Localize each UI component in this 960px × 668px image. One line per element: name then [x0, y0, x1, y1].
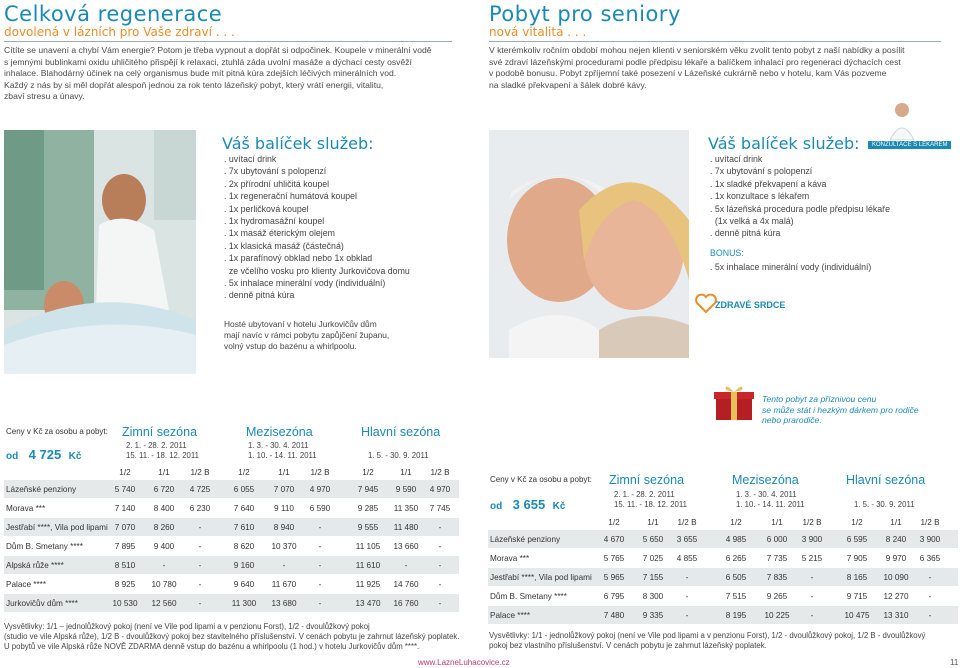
table-cell: 13 660: [393, 542, 419, 551]
table-cell: 7 070: [273, 485, 295, 494]
table-cell: 8 240: [885, 535, 907, 544]
occupancy-header: 1/2: [608, 518, 620, 527]
right-intro: V kterémkoliv ročním období mohou nejen klienti v seniorském věku zvolit tento pobyt z naší nabídky a posílit své zdraví lázeňskými procedurami podle předpisu lékaře a balíčkem inhalací pro regeneraci dýchacích cest v podobě bonusu. Pobyt zpříjemní také posezení v Lázeňské cukrárně nebo v hotelu, kam Vás pozveme na sladké překvapení a šálek dobré kávy.: [489, 45, 905, 90]
table-cell: -: [318, 542, 322, 551]
table-cell: 11 610: [355, 561, 381, 570]
season-winter-dates: 2. 1. - 28. 2. 2011 15. 11. - 18. 12. 2011: [614, 490, 687, 509]
package-item: ze včelího vosku pro klienty Jurkovičova domu: [224, 265, 410, 276]
left-footnote: Vysvětlivky: 1/1 – jednolůžkový pokoj (není ve Vile pod lipami a v penzionu Forst), 1/2 - dvoulůžkový pokoj (studio ve vile Alpská růže), 1/2 B - dvoulůžkový pokoj bez stavitelného příslušenství. V cenách pobytu je zahrnut lázeňský poplatek. U pobytů ve vile Alpská růže NOVĚ ZDARMA denně vstup do bazénu a whirlpoolu (1 hod.) v hotelu Jurkovičův dům ****.: [4, 622, 460, 651]
table-cell: 11 300: [231, 599, 257, 608]
occupancy-header: 1/2: [362, 468, 374, 477]
package-item: . 1x klasická masáž (částečná): [224, 240, 344, 251]
table-cell: -: [198, 542, 202, 551]
right-subtitle: nová vitalita . . .: [489, 25, 587, 39]
table-row-name: Palace ****: [490, 611, 531, 620]
heart-icon: [695, 292, 717, 314]
occupancy-header: 1/2: [851, 518, 863, 527]
season-high: Hlavní sezóna: [361, 425, 441, 439]
right-footnote: Vysvětlivky: 1/1 - jednolůžkový pokoj (není ve Vile pod lipami a v penzionu Forst), 1/2 - dvoulůžkový pokoj, 1/2 B - dvoulůžkový pokoj bez vlastního příslušenství. V cenách pobytu je zahrnut lázeňský poplatek.: [489, 631, 926, 650]
table-cell: 12 560: [151, 599, 177, 608]
table-cell: 11 350: [393, 504, 419, 513]
table-cell: 3 655: [676, 535, 698, 544]
table-cell: 8 300: [642, 592, 664, 601]
table-cell: 9 555: [357, 523, 379, 532]
table-row-name: Dům B. Smetany ****: [6, 542, 83, 551]
table-cell: 7 745: [429, 504, 451, 513]
table-cell: -: [318, 599, 322, 608]
table-cell: 6 000: [766, 535, 788, 544]
table-row-name: Jestřabí ****, Vila pod lipami: [490, 573, 592, 582]
package-item: . 1x parafínový obklad nebo 1x obklad: [224, 253, 373, 264]
table-row-name: Jestřabí ****, Vila pod lipami: [6, 523, 108, 532]
right-title: Pobyt pro seniory: [489, 2, 681, 26]
left-package-title: Váš balíček služeb:: [222, 134, 374, 153]
table-cell: 9 640: [233, 580, 255, 589]
consultation-badge: KONZULTACE S LÉKAŘEM: [868, 141, 951, 149]
table-cell: 6 230: [189, 504, 211, 513]
package-item: . 1x masáž éterickým olejem: [224, 228, 335, 239]
bonus-item: . 5x inhalace minerální vody (individuální): [710, 262, 872, 272]
table-cell: 11 925: [355, 580, 381, 589]
gift-icon: [712, 382, 756, 422]
package-item: . uvítací drink: [224, 154, 277, 164]
occupancy-header: 1/2 B: [190, 468, 210, 477]
table-row-name: Palace ****: [6, 580, 47, 589]
table-cell: 6 365: [919, 554, 941, 563]
season-high: Hlavní sezóna: [846, 473, 926, 487]
table-cell: 7 835: [766, 573, 788, 582]
table-cell: -: [685, 611, 689, 620]
left-divider: [4, 41, 452, 42]
table-cell: 10 530: [112, 599, 138, 608]
occupancy-header: 1/1: [647, 518, 659, 527]
table-cell: -: [685, 592, 689, 601]
table-cell: -: [318, 523, 322, 532]
table-cell: 6 590: [309, 504, 331, 513]
left-price-table: [4, 420, 459, 620]
table-cell: 9 715: [846, 592, 868, 601]
from-price: od 3 655 Kč: [490, 497, 566, 512]
gift-note: Tento pobyt za příznivou cenu se může stát i hezkým dárkem pro rodiče nebo prarodiče.: [762, 394, 919, 425]
table-cell: -: [810, 592, 814, 601]
table-cell: -: [438, 561, 442, 570]
table-row-name: Lázeňské penziony: [490, 535, 561, 544]
table-cell: 10 225: [764, 611, 790, 620]
table-cell: 3 900: [801, 535, 823, 544]
season-high-dates: 1. 5. - 30. 9. 2011: [854, 500, 915, 509]
table-cell: 3 900: [919, 535, 941, 544]
season-mid-dates: 1. 3. - 30. 4. 2011 1. 10. - 14. 11. 2011: [248, 441, 317, 460]
occupancy-header: 1/1: [771, 518, 783, 527]
left-price-grid: [4, 468, 459, 618]
package-item: . 1x hydromasážní koupel: [224, 216, 325, 227]
right-price-grid: [488, 518, 958, 630]
table-cell: 13 310: [883, 611, 909, 620]
table-cell: 9 110: [274, 504, 294, 513]
table-cell: 9 970: [885, 554, 907, 563]
table-cell: 6 795: [603, 592, 625, 601]
price-label: Ceny v Kč za osobu a pobyt:: [6, 427, 108, 436]
table-row-name: Jurkovičův dům ****: [6, 599, 78, 608]
occupancy-header: 1/1: [890, 518, 902, 527]
table-cell: 5 215: [801, 554, 823, 563]
table-cell: 8 260: [153, 523, 175, 532]
table-cell: -: [810, 573, 814, 582]
season-mid: Mezisezóna: [246, 425, 313, 439]
table-cell: 5 650: [642, 535, 664, 544]
table-cell: -: [318, 561, 322, 570]
bonus-list: [710, 261, 871, 273]
table-cell: -: [928, 611, 932, 620]
table-cell: 9 335: [642, 611, 664, 620]
season-mid: Mezisezóna: [732, 473, 799, 487]
table-cell: 8 925: [114, 580, 136, 589]
package-item: . 5x inhalace minerální vody (individuální): [224, 278, 386, 289]
package-item: . 1x sladké překvapení a káva: [710, 178, 827, 189]
price-label: Ceny v Kč za osobu a pobyt:: [490, 475, 592, 484]
table-row-name: Morava ***: [490, 554, 530, 563]
table-cell: -: [438, 523, 442, 532]
package-item: (1x velká a 4x malá): [710, 216, 794, 227]
table-cell: 7 480: [603, 611, 625, 620]
table-cell: 7 610: [233, 523, 255, 532]
table-cell: -: [282, 561, 286, 570]
table-cell: 10 090: [883, 573, 909, 582]
table-cell: -: [810, 611, 814, 620]
table-row-name: Alpská růže ****: [6, 561, 64, 570]
table-cell: 8 400: [153, 504, 175, 513]
table-cell: 7 735: [766, 554, 788, 563]
table-cell: 9 590: [395, 485, 417, 494]
table-cell: 4 670: [603, 535, 625, 544]
table-cell: 9 285: [357, 504, 379, 513]
occupancy-header: 1/2 B: [430, 468, 450, 477]
table-cell: -: [318, 580, 322, 589]
table-cell: 6 595: [846, 535, 868, 544]
table-cell: 11 105: [355, 542, 381, 551]
table-cell: 7 905: [846, 554, 868, 563]
occupancy-header: 1/2 B: [310, 468, 330, 477]
package-item: . 2x přírodní uhličitá koupel: [224, 178, 330, 189]
right-package-title: Váš balíček služeb:: [708, 134, 860, 153]
table-cell: 8 195: [725, 611, 747, 620]
table-cell: 10 475: [844, 611, 870, 620]
table-cell: 7 155: [642, 573, 664, 582]
table-cell: 6 505: [725, 573, 747, 582]
table-cell: 12 270: [883, 592, 909, 601]
table-cell: 5 765: [603, 554, 625, 563]
package-item: . 1x regenerační humátová koupel: [224, 191, 358, 202]
table-cell: 4 970: [309, 485, 331, 494]
table-cell: 9 400: [153, 542, 175, 551]
package-item: . 1x perličková koupel: [224, 203, 309, 214]
table-cell: -: [162, 561, 166, 570]
senior-couple-photo: [489, 130, 689, 358]
occupancy-header: 1/2 B: [677, 518, 697, 527]
table-cell: -: [404, 561, 408, 570]
left-subtitle: dovolená v lázních pro Vaše zdraví . . .: [4, 25, 235, 39]
left-title: Celková regenerace: [4, 2, 223, 26]
season-mid-dates: 1. 3. - 30. 4. 2011 1. 10. - 14. 11. 2011: [736, 490, 805, 509]
season-high-dates: 1. 5. - 30. 9. 2011: [368, 451, 429, 460]
occupancy-header: 1/2: [730, 518, 742, 527]
table-row-name: Lázeňské penziony: [6, 485, 77, 494]
table-cell: 10 370: [271, 542, 297, 551]
table-cell: 13 680: [271, 599, 297, 608]
occupancy-header: 1/2: [119, 468, 131, 477]
table-cell: -: [198, 523, 202, 532]
right-price-table: [488, 466, 958, 632]
table-cell: 4 725: [189, 485, 211, 494]
table-cell: 7 025: [642, 554, 664, 563]
table-cell: 4 855: [676, 554, 698, 563]
page-number: 11: [950, 658, 959, 667]
bonus-title: BONUS:: [710, 248, 744, 258]
table-cell: 7 895: [114, 542, 136, 551]
package-item: . 5x lázeňská procedura podle předpisu lékaře: [710, 203, 890, 214]
table-cell: -: [198, 580, 202, 589]
website-link[interactable]: www.LazneLuhacovice.cz: [418, 658, 510, 667]
table-cell: 7 515: [725, 592, 747, 601]
occupancy-header: 1/2 B: [920, 518, 940, 527]
package-item: . denně pitná kúra: [224, 290, 295, 301]
table-cell: 7 070: [114, 523, 136, 532]
table-cell: 8 940: [273, 523, 295, 532]
table-cell: 7 640: [233, 504, 255, 513]
package-item: . uvítací drink: [710, 154, 763, 164]
table-cell: 5 965: [603, 573, 625, 582]
table-cell: 5 740: [114, 485, 136, 494]
package-item: . 7x ubytování s polopenzí: [710, 166, 813, 177]
package-item: . denně pitná kúra: [710, 228, 781, 239]
right-package-list: [710, 153, 890, 240]
table-cell: 4 970: [429, 485, 451, 494]
occupancy-header: 1/1: [278, 468, 290, 477]
table-row-name: Morava ***: [6, 504, 46, 513]
occupancy-header: 1/1: [400, 468, 412, 477]
table-cell: 7 140: [114, 504, 136, 513]
table-cell: -: [438, 580, 442, 589]
doctor-icon: [860, 100, 920, 140]
table-cell: -: [438, 599, 442, 608]
right-divider: [489, 41, 941, 42]
from-price: od 4 725 Kč: [6, 447, 82, 462]
season-winter: Zimní sezóna: [122, 425, 198, 439]
table-cell: 13 470: [355, 599, 381, 608]
occupancy-header: 1/1: [158, 468, 170, 477]
table-cell: 6 055: [233, 485, 255, 494]
table-cell: 8 620: [233, 542, 255, 551]
table-cell: -: [928, 573, 932, 582]
healthy-heart-logo: ZDRAVÉ SRDCE: [695, 290, 795, 320]
table-cell: 9 160: [233, 561, 255, 570]
season-winter: Zimní sezóna: [609, 473, 685, 487]
table-cell: 6 265: [725, 554, 747, 563]
table-cell: -: [438, 542, 442, 551]
left-intro: Cítíte se unavení a chybí Vám energie? Potom je třeba vypnout a dopřát si odpočinek. Koupele v minerální vodě s jemnými bublinkami oxidu uhličitého přispějí k relaxaci, ztuhlá záda uvolní masáže a dýchací cesty osvěží inhalace. Blahodárný účinek na celý organismus bude mít pitná kúra zdejších léčivých minerálních vod. Každý z nás by si měl dopřát alespoň jednou za rok tento lázeňský pobyt, který vrátí energii, vitalitu, zbaví stresu a únavy.: [4, 45, 432, 102]
table-cell: 16 760: [393, 599, 419, 608]
package-item: . 7x ubytování s polopenzí: [224, 166, 327, 177]
table-cell: -: [928, 592, 932, 601]
season-winter-dates: 2. 1. - 28. 2. 2011 15. 11. - 18. 12. 2011: [126, 441, 199, 460]
table-cell: 7 945: [357, 485, 379, 494]
table-cell: 8 510: [114, 561, 136, 570]
table-cell: -: [198, 561, 202, 570]
table-cell: 8 165: [846, 573, 868, 582]
table-cell: 9 265: [766, 592, 788, 601]
table-cell: 11 480: [393, 523, 419, 532]
table-cell: -: [685, 573, 689, 582]
table-cell: 14 760: [393, 580, 419, 589]
table-cell: 6 720: [153, 485, 175, 494]
table-cell: 11 670: [271, 580, 297, 589]
left-package-list: [224, 153, 410, 302]
table-row-name: Dům B. Smetany ****: [490, 592, 567, 601]
occupancy-header: 1/2: [238, 468, 250, 477]
guest-note: Hosté ubytovaní v hotelu Jurkovičův dům mají navíc v rámci pobytu zapůjčení županu, volný vstup do bazénu a whirlpoolu.: [224, 319, 390, 351]
table-cell: 10 780: [151, 580, 177, 589]
spa-treatment-photo: [4, 130, 196, 374]
table-cell: -: [198, 599, 202, 608]
package-item: . 1x konzultace s lékařem: [710, 191, 810, 202]
occupancy-header: 1/2 B: [802, 518, 822, 527]
table-cell: 4 985: [725, 535, 747, 544]
